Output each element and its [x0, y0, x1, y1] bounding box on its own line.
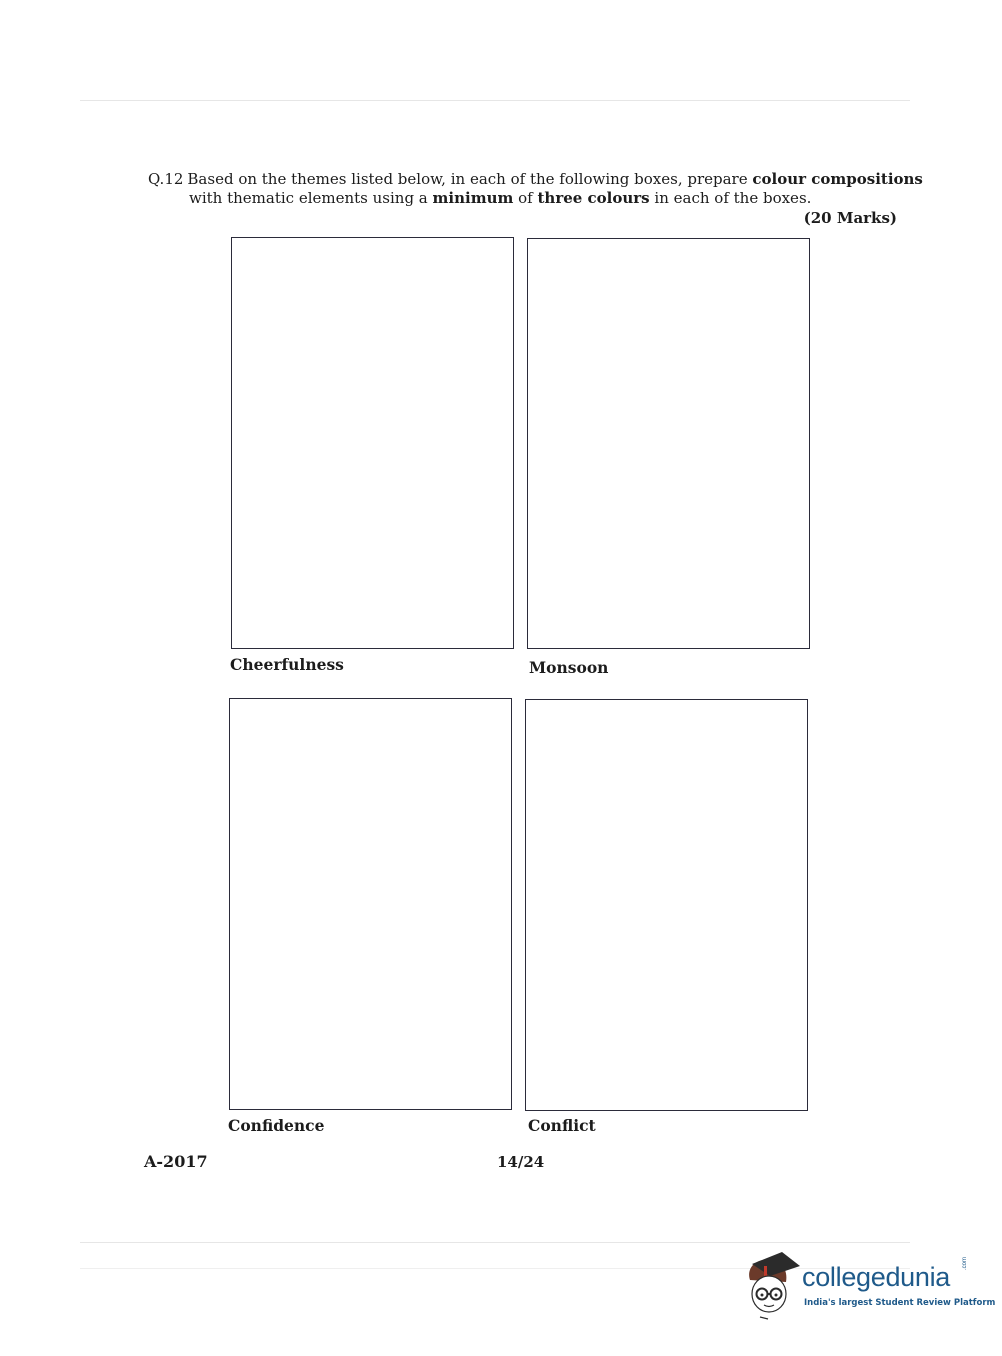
question-line-1: [148, 170, 923, 189]
collegedunia-watermark: [742, 1250, 996, 1325]
bottom-scan-rule-1: [80, 1242, 910, 1243]
box-label-monsoon: Monsoon: [529, 658, 609, 677]
question-text-c: of: [513, 189, 538, 207]
question-line-2: [148, 189, 908, 208]
question-number: Q.12: [148, 170, 184, 188]
question-bold-b: minimum: [432, 189, 514, 207]
page-number: 14/24: [497, 1153, 545, 1171]
question-text-a: Based on the themes listed below, in each of the following boxes, prepare: [187, 170, 753, 188]
question-text-d: in each of the boxes.: [649, 189, 812, 207]
box-label-cheerfulness: Cheerfulness: [230, 655, 344, 674]
question-bold-a: colour compositions: [752, 170, 923, 188]
brand-com: .com: [962, 1256, 968, 1270]
graduate-mascot-icon: [742, 1250, 804, 1322]
drawing-box-conflict: [525, 699, 808, 1111]
marks-label: (20 Marks): [803, 209, 897, 227]
drawing-box-monsoon: [527, 238, 810, 649]
question-text-b: with thematic elements using a: [189, 189, 433, 207]
question-text: [148, 170, 923, 208]
question-bold-c: three colours: [537, 189, 650, 207]
drawing-box-confidence: [229, 698, 512, 1110]
brand-tagline: India's largest Student Review Platform: [804, 1298, 996, 1308]
brand-name: collegedunia: [802, 1262, 951, 1292]
box-label-conflict: Conflict: [528, 1116, 596, 1135]
drawing-box-cheerfulness: [231, 237, 514, 649]
top-scan-rule: [80, 100, 910, 101]
paper-code: A-2017: [144, 1152, 208, 1171]
box-label-confidence: Confidence: [228, 1116, 325, 1135]
